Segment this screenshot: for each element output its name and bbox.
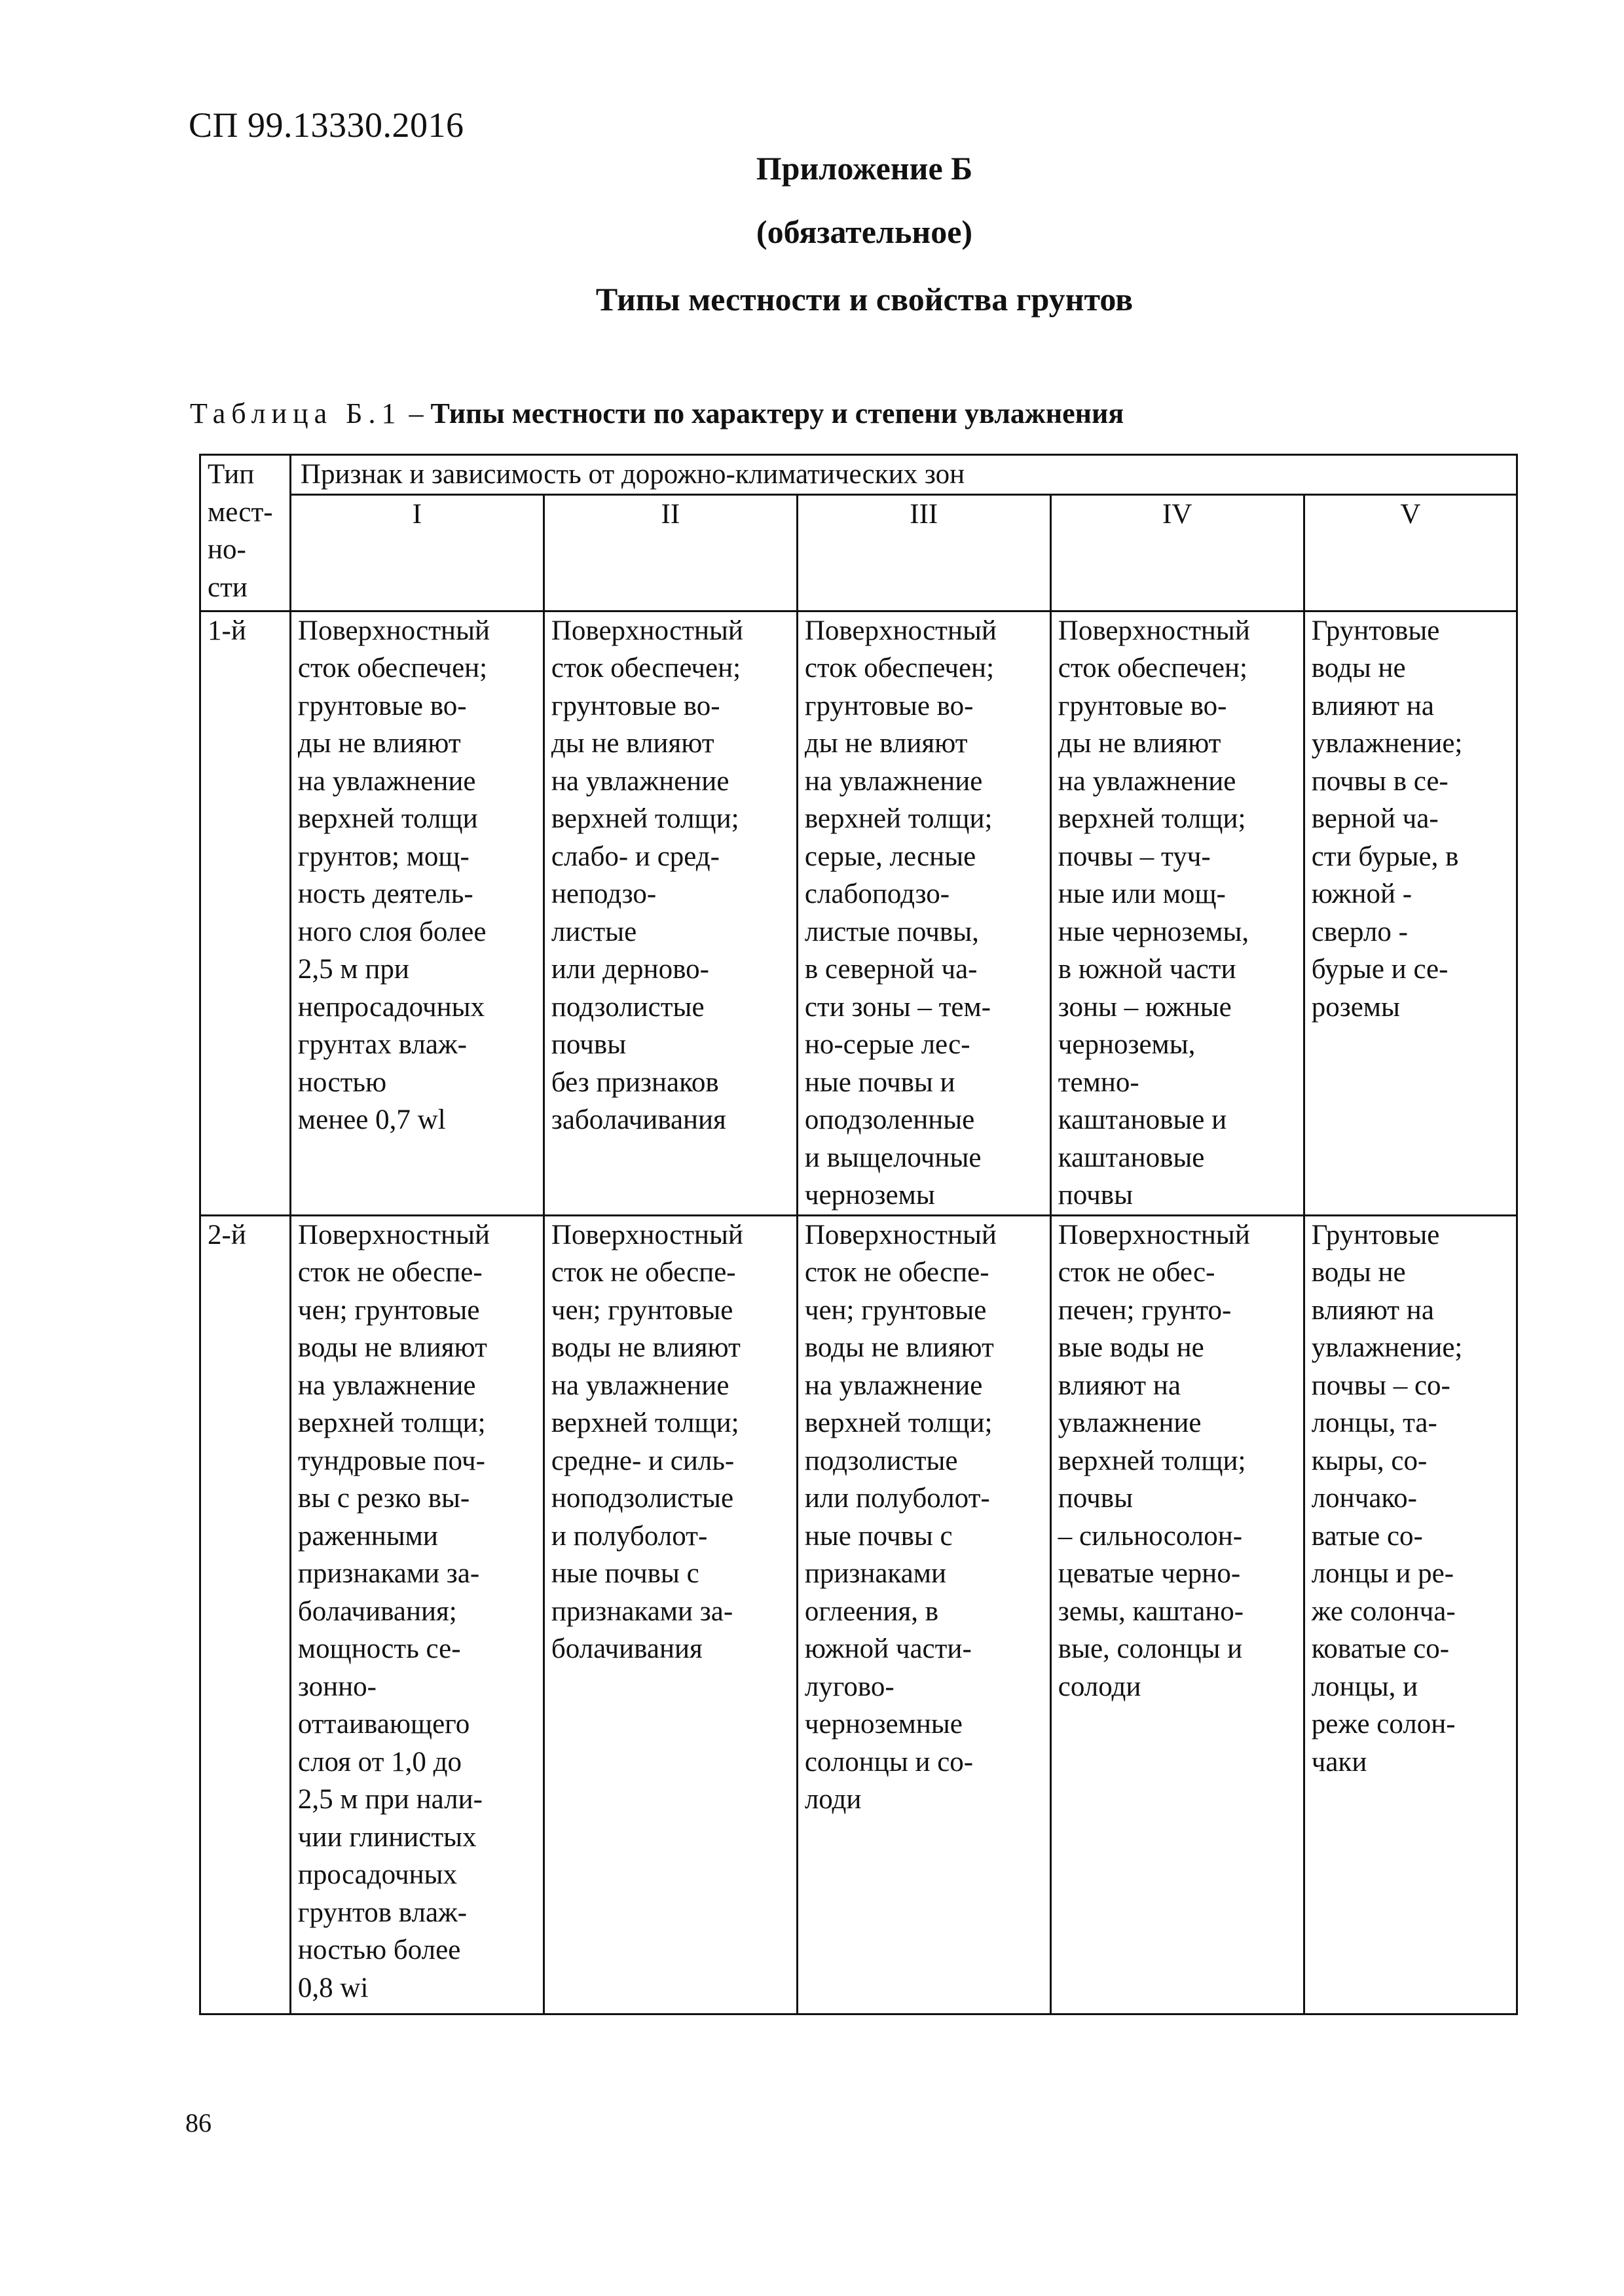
table-cell: Поверхностный сток не обес- печен; грунто- вые воды не влияют на увлажнение верхней толщи; почвы – сильносолон- цеватые черно- земы, каштано- вые, солонцы и солоди (1050, 1215, 1304, 2014)
zone-header-iii: III (797, 494, 1050, 611)
table-caption-title: Типы местности по характеру и степени увлажнения (430, 397, 1124, 429)
table-row (200, 611, 1517, 1215)
appendix-status: (обязательное) (756, 213, 973, 250)
zones-group-header: Признак и зависимость от дорожно-климатических зон (290, 455, 1517, 495)
terrain-types-table (199, 454, 1518, 2015)
page-number: 86 (185, 2108, 212, 2138)
zone-header-ii: II (544, 494, 797, 611)
table-cell: Поверхностный сток не обеспе- чен; грунтовые воды не влияют на увлажнение верхней толщи; средне- и силь- ноподзолистые и полуболот- ные почвы с признаками за- болачивания (544, 1215, 797, 2014)
table-cell: Поверхностный сток обеспечен; грунтовые во- ды не влияют на увлажнение верхней толщи; почвы – туч- ные или мощ- ные черноземы, в южной части зоны – южные черноземы, темно- каштановые и каштановые почвы (1050, 611, 1304, 1215)
table-cell: Поверхностный сток обеспечен; грунтовые во- ды не влияют на увлажнение верхней толщи грунтов; мощ- ность деятель- ного слоя более 2,5 м при непросадочных грунтах влаж- ностью менее 0,7 wl (290, 611, 544, 1215)
zone-header-v: V (1304, 494, 1517, 611)
table-header-row (200, 455, 1517, 495)
table-cell: Грунтовые воды не влияют на увлажнение; почвы – со- лонцы, та- кыры, со- лончако- ватые со- лонцы и ре- же солонча- коватые со- лонцы, и реже солон- чаки (1304, 1215, 1517, 2014)
table-cell: Поверхностный сток обеспечен; грунтовые во- ды не влияют на увлажнение верхней толщи; слабо- и сред- неподзо- листые или дерново- подзолистые почвы без признаков заболачивания (544, 611, 797, 1215)
table-caption-dash: – (401, 397, 431, 429)
table-caption (190, 397, 1124, 430)
type-column-header: Тип мест- но- сти (200, 455, 291, 611)
table-row (200, 1215, 1517, 2014)
zones-header-row (200, 494, 1517, 611)
table-cell: Грунтовые воды не влияют на увлажнение; почвы в се- верной ча- сти бурые, в южной - сверло - бурые и се- роземы (1304, 611, 1517, 1215)
table-caption-label: Таблица Б.1 (190, 397, 402, 429)
terrain-type-cell: 1-й (200, 611, 291, 1215)
zone-header-iv: IV (1050, 494, 1304, 611)
appendix-title: Типы местности и свойства грунтов (595, 281, 1134, 318)
document-code: СП 99.13330.2016 (189, 105, 464, 145)
table-cell: Поверхностный сток обеспечен; грунтовые во- ды не влияют на увлажнение верхней толщи; серые, лесные слабоподзо- листые почвы, в северной ча- сти зоны – тем- но-серые лес- ные почвы и оподзоленные и выщелочные черноземы (797, 611, 1050, 1215)
terrain-type-cell: 2-й (200, 1215, 291, 2014)
appendix-heading: Приложение Б (756, 150, 973, 187)
zone-header-i: I (290, 494, 544, 611)
table-cell: Поверхностный сток не обеспе- чен; грунтовые воды не влияют на увлажнение верхней толщи; подзолистые или полуболот- ные почвы с признаками оглеения, в южной части- лугово- черноземные солонцы и со- лоди (797, 1215, 1050, 2014)
table-cell: Поверхностный сток не обеспе- чен; грунтовые воды не влияют на увлажнение верхней толщи; тундровые поч- вы с резко вы- раженными признаками за- болачивания; мощность се- зонно- оттаивающего слоя от 1,0 до 2,5 м при нали- чии глинистых просадочных грунтов влаж- ностью более 0,8 wi (290, 1215, 544, 2014)
